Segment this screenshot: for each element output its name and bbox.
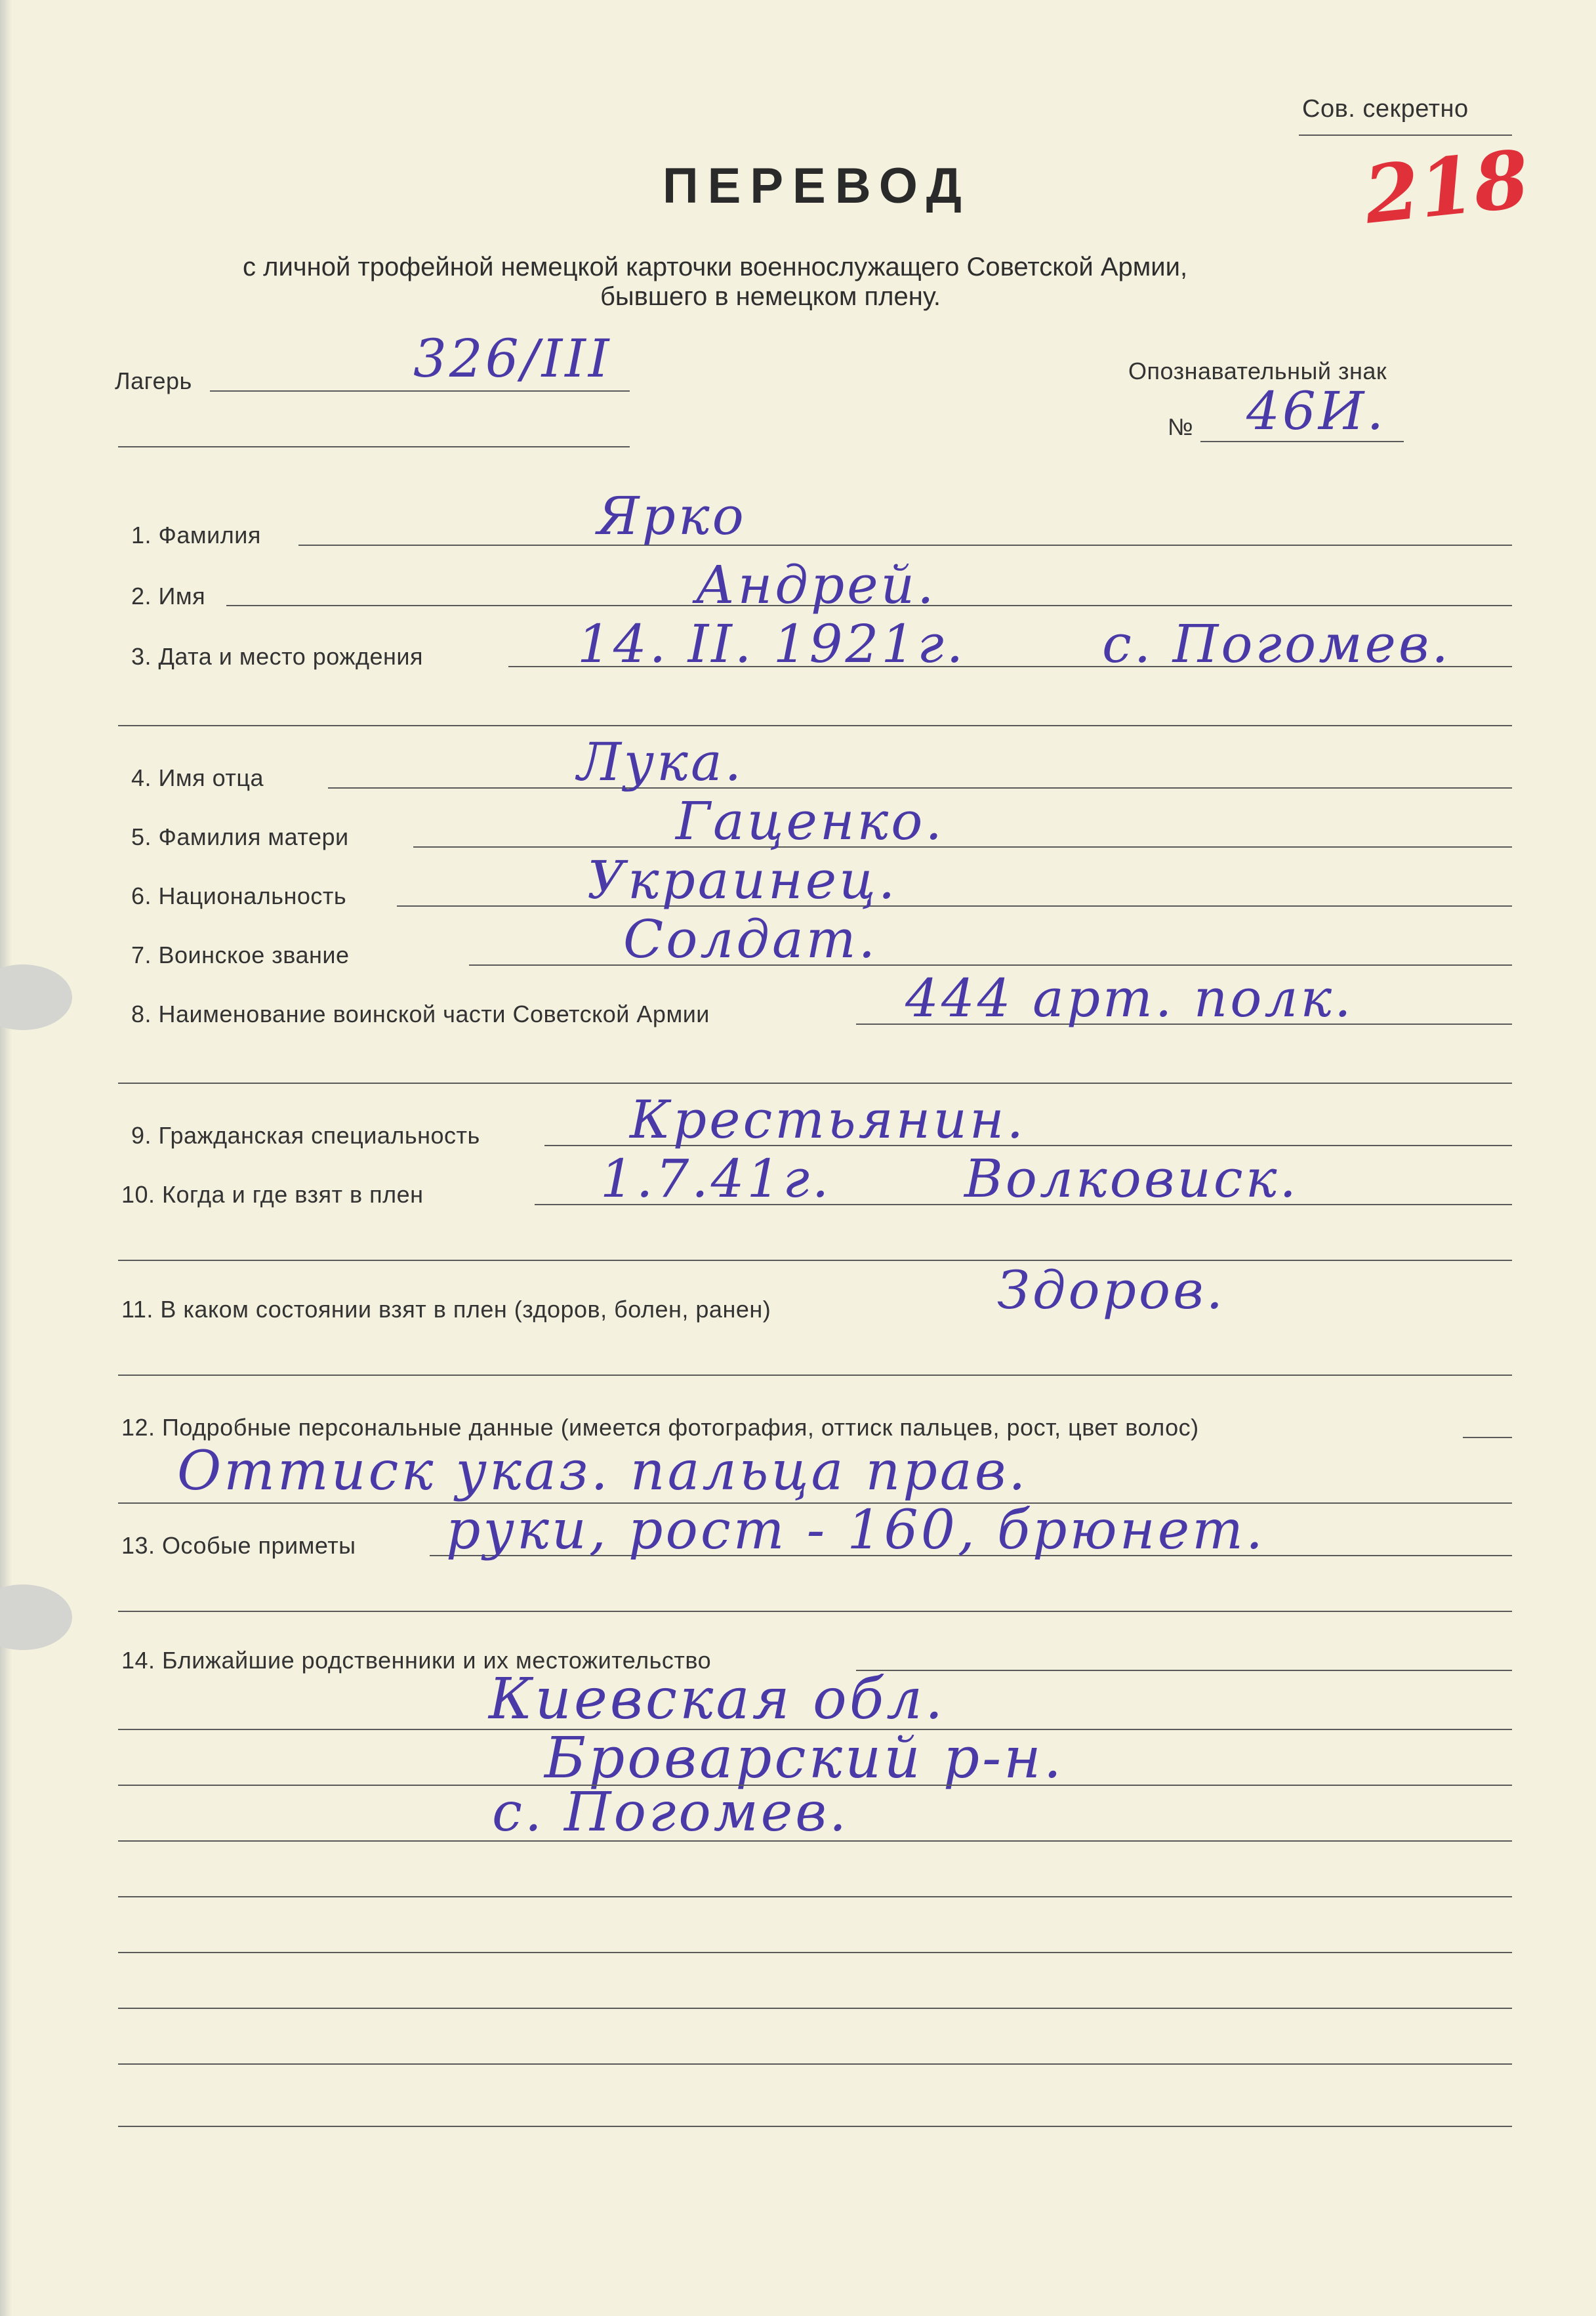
- field-13-label: 13. Особые приметы: [121, 1532, 356, 1559]
- field-1-line: [298, 545, 1512, 546]
- classification-underline: [1299, 134, 1512, 136]
- field-5-label: 5. Фамилия матери: [131, 823, 349, 850]
- field-14-value-line3: с. Погомев.: [492, 1781, 849, 1844]
- field-14-line-5: [118, 1896, 1512, 1897]
- field-14-line-8: [118, 2063, 1512, 2065]
- field-11-label: 11. В каком состоянии взят в плен (здоров, болен, ранен): [121, 1296, 771, 1323]
- field-1-label: 1. Фамилия: [131, 522, 261, 548]
- paper-edge-shadow: [0, 0, 12, 2316]
- field-14-value-line2: Броварский р-н.: [544, 1726, 1065, 1791]
- field-8-label: 8. Наименование воинской части Советской Армии: [131, 1001, 710, 1027]
- classification-mark: Сов. секретно: [1302, 95, 1469, 123]
- field-9-value: Крестьянин.: [630, 1089, 1026, 1150]
- field-4-line: [328, 787, 1512, 789]
- field-14-line-9: [118, 2126, 1512, 2127]
- field-13-line-2: [118, 1611, 1512, 1612]
- field-3-label: 3. Дата и место рождения: [131, 643, 423, 670]
- field-1-value: Ярко: [597, 486, 747, 547]
- field-14-line-4: [118, 1840, 1512, 1842]
- punch-hole-top: [0, 964, 72, 1030]
- camp-line: [210, 390, 630, 392]
- field-10-label: 10. Когда и где взят в плен: [121, 1181, 424, 1208]
- red-stamp-number: 218: [1360, 133, 1534, 242]
- field-14-line-6: [118, 1952, 1512, 1953]
- field-4-label: 4. Имя отца: [131, 764, 264, 791]
- document-title: ПЕРЕВОД: [663, 158, 971, 214]
- field-7-label: 7. Воинское звание: [131, 941, 350, 968]
- document-subtitle-line2: бывшего в немецком плену.: [600, 282, 941, 311]
- field-3-line-2: [118, 725, 1512, 726]
- id-tag-label: Опознавательный знак: [1128, 358, 1387, 384]
- field-12-line: [1463, 1437, 1512, 1438]
- field-8-value: 444 арт. полк.: [905, 968, 1354, 1029]
- field-2-label: 2. Имя: [131, 583, 206, 610]
- document-subtitle-line1: с личной трофейной немецкой карточки военнослужащего Советской Армии,: [243, 253, 1188, 281]
- field-6-value: Украинец.: [587, 850, 898, 911]
- field-6-label: 6. Национальность: [131, 882, 347, 909]
- field-10-place: Волковиск.: [964, 1148, 1299, 1209]
- camp-label: Лагерь: [115, 367, 192, 394]
- field-14-line: [856, 1670, 1512, 1671]
- camp-line-2: [118, 446, 630, 447]
- field-7-value: Солдат.: [623, 909, 878, 970]
- field-2-value: Андрей.: [695, 554, 937, 615]
- field-3-place: с. Погомев.: [1102, 613, 1451, 674]
- camp-value: 326/III: [413, 328, 612, 389]
- field-4-value: Лука.: [577, 732, 745, 793]
- id-tag-value: 46И.: [1246, 381, 1386, 442]
- field-13-value: руки, рост - 160, брюнет.: [446, 1499, 1266, 1561]
- field-12-label: 12. Подробные персональные данные (имеется фотография, оттиск пальцев, рост, цвет волос): [121, 1414, 1199, 1441]
- field-6-line: [397, 905, 1512, 907]
- punch-hole-bottom: [0, 1584, 72, 1650]
- id-tag-number-label: №: [1168, 413, 1194, 440]
- field-10-line-2: [118, 1260, 1512, 1261]
- field-12-value: Оттиск указ. пальца прав.: [177, 1440, 1029, 1502]
- field-10-date: 1.7.41г.: [600, 1148, 832, 1209]
- field-8-line-2: [118, 1083, 1512, 1084]
- field-11-line-2: [118, 1375, 1512, 1376]
- field-9-label: 9. Гражданская специальность: [131, 1122, 480, 1149]
- field-5-value: Гаценко.: [676, 791, 945, 852]
- field-3-date: 14. II. 1921г.: [577, 613, 966, 674]
- field-5-line: [413, 846, 1512, 848]
- field-14-line-7: [118, 2008, 1512, 2009]
- field-11-value: Здоров.: [997, 1260, 1226, 1321]
- field-14-label: 14. Ближайшие родственники и их местожительство: [121, 1647, 712, 1674]
- field-14-value-line1: Киевская обл.: [489, 1666, 946, 1732]
